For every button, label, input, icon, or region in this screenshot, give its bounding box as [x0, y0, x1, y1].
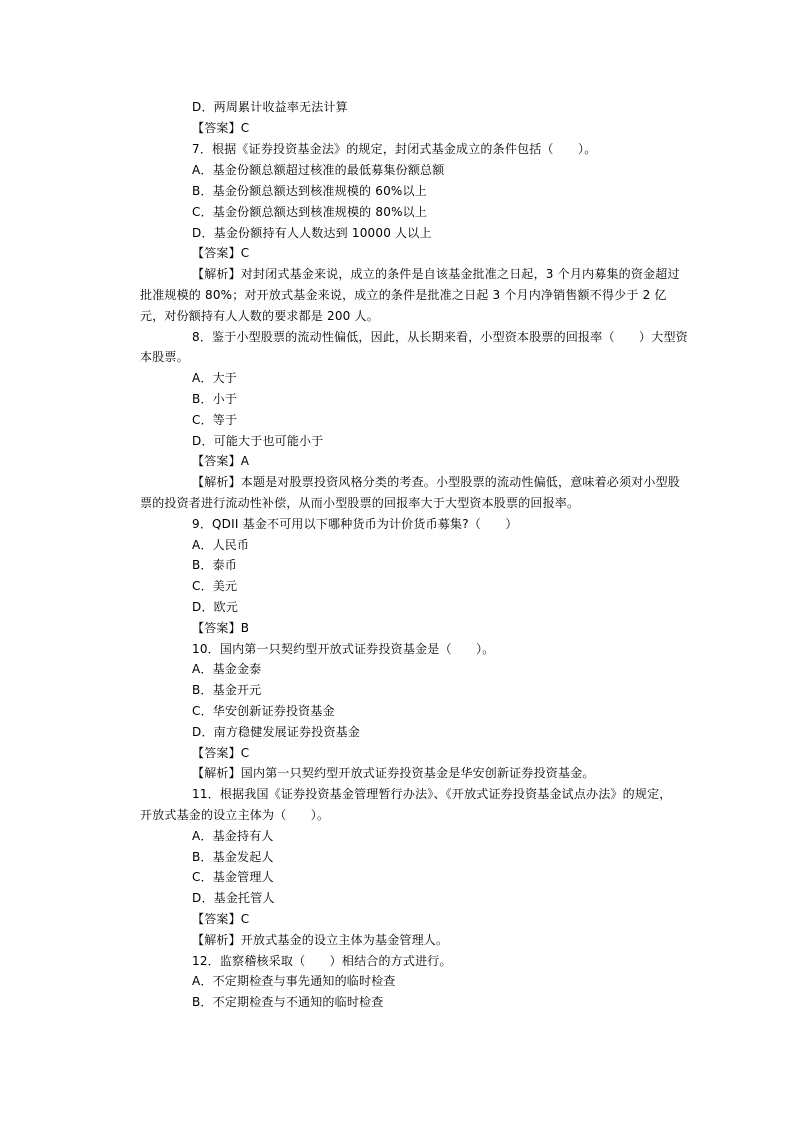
option-d-q11: D．基金托管人: [192, 891, 275, 905]
option-c-q10: C．华安创新证券投资基金: [192, 704, 335, 718]
option-c-q8: C．等于: [192, 413, 238, 427]
question-9: 9．QDII 基金不可用以下哪种货币为计价货币募集?（ ）: [192, 517, 518, 531]
option-d-q10: D．南方稳健发展证券投资基金: [192, 725, 361, 739]
option-c-q7: C．基金份额总额达到核准规模的 80%以上: [192, 205, 428, 219]
option-c-q9: C．美元: [192, 579, 238, 593]
option-c-q11: C．基金管理人: [192, 870, 274, 884]
option-b-q8: B．小于: [192, 392, 238, 406]
option-a-q11: A．基金持有人: [192, 829, 274, 843]
option-b-q10: B．基金开元: [192, 683, 262, 697]
explanation-q8: 【解析】本题是对股票投资风格分类的考查。小型股票的流动性偏低，意味着必须对小型股: [192, 475, 681, 489]
explanation-q7-cont: 批准规模的 80%；对开放式基金来说，成立的条件是批准之日起 3 个月内净销售额不得少于 2 亿: [140, 288, 667, 302]
option-b-q12: B．不定期检查与不通知的临时检查: [192, 995, 384, 1009]
question-8: 8．鉴于小型股票的流动性偏低，因此，从长期来看，小型资本股票的回报率（ ）大型资: [192, 330, 688, 344]
option-a-q9: A．人民币: [192, 538, 250, 552]
option-b-q7: B．基金份额总额达到核准规模的 60%以上: [192, 184, 427, 198]
explanation-q11: 【解析】开放式基金的设立主体为基金管理人。: [192, 933, 449, 947]
option-a-q7: A．基金份额总额超过核准的最低募集份额总额: [192, 163, 445, 177]
option-a-q10: A．基金金泰: [192, 662, 262, 676]
question-12: 12．监察稽核采取（ ）相结合的方式进行。: [192, 954, 452, 968]
option-d-q7: D．基金份额持有人人数达到 10000 人以上: [192, 226, 432, 240]
answer-q8: 【答案】A: [192, 454, 250, 468]
option-b-q9: B．泰币: [192, 558, 238, 572]
question-7: 7．根据《证券投资基金法》的规定，封闭式基金成立的条件包括（ ）。: [192, 142, 597, 156]
option-d-q9: D．欧元: [192, 600, 239, 614]
answer-q9: 【答案】B: [192, 621, 250, 635]
question-8-cont: 本股票。: [140, 350, 189, 364]
option-a-q8: A．大于: [192, 371, 238, 385]
question-11-cont: 开放式基金的设立主体为（ ）。: [140, 808, 330, 822]
question-11: 11．根据我国《证券投资基金管理暂行办法》、《开放式证券投资基金试点办法》的规定，: [192, 787, 672, 801]
option-b-q11: B．基金发起人: [192, 850, 274, 864]
explanation-q8-cont: 票的投资者进行流动性补偿，从而小型股票的回报率大于大型资本股票的回报率。: [140, 496, 580, 510]
explanation-q10: 【解析】国内第一只契约型开放式证券投资基金是华安创新证券投资基金。: [192, 766, 595, 780]
explanation-q7: 【解析】对封闭式基金来说，成立的条件是自该基金批准之日起，3 个月内募集的资金超过: [192, 267, 680, 281]
question-10: 10．国内第一只契约型开放式证券投资基金是（ ）。: [192, 642, 495, 656]
answer-q7: 【答案】C: [192, 246, 250, 260]
answer-q11: 【答案】C: [192, 912, 250, 926]
answer-q10: 【答案】C: [192, 746, 250, 760]
option-d-q8: D．可能大于也可能小于: [192, 434, 324, 448]
explanation-q7-cont: 元，对份额持有人人数的要求都是 200 人。: [140, 309, 379, 323]
option-a-q12: A．不定期检查与事先通知的临时检查: [192, 974, 396, 988]
option-d-q6: D．两周累计收益率无法计算: [192, 100, 348, 114]
answer-q6: 【答案】C: [192, 121, 250, 135]
